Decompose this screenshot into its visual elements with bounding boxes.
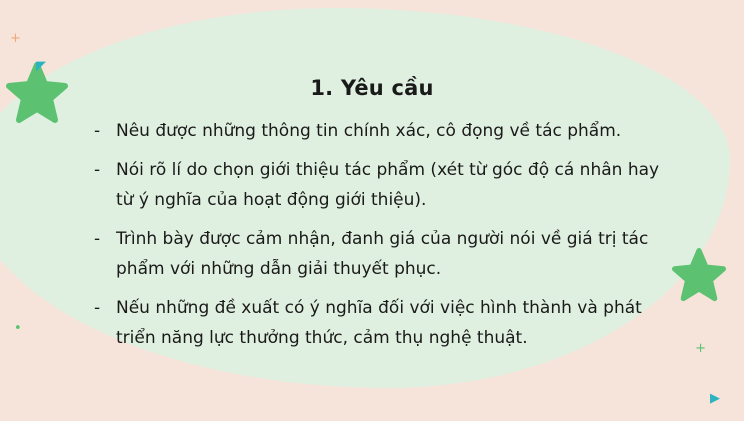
dot-icon-bottom-left: • [14, 321, 22, 336]
page-title: 1. Yêu cầu [310, 76, 434, 100]
list-item [94, 293, 660, 353]
list-item [94, 224, 660, 284]
bullet-marker: - [94, 160, 101, 180]
bullet-marker: - [94, 298, 101, 318]
triangle-icon-bottom-right: ▶ [710, 391, 720, 406]
list-item-text: Nếu những đề xuất có ý nghĩa đối với việc hình thành và phát triển năng lực thưởng thức, cảm thụ nghệ thuật. [116, 298, 642, 348]
requirement-list [94, 116, 660, 362]
plus-icon-top-left: + [10, 31, 21, 46]
list-item [94, 116, 660, 146]
list-item-text: Nói rõ lí do chọn giới thiệu tác phẩm (xét từ góc độ cá nhân hay từ ý nghĩa của hoạt động giới thiệu). [116, 160, 660, 210]
triangle-icon-top-left: ◤ [36, 59, 46, 74]
plus-icon-bottom-right: + [695, 341, 706, 356]
bullet-marker: - [94, 121, 101, 141]
list-item-text: Nêu được những thông tin chính xác, cô đọng về tác phẩm. [116, 121, 622, 141]
list-item [94, 155, 660, 215]
bullet-marker: - [94, 229, 101, 249]
list-item-text: Trình bày được cảm nhận, đanh giá của người nói về giá trị tác phẩm với những dẫn giải thuyết phục. [116, 229, 649, 279]
